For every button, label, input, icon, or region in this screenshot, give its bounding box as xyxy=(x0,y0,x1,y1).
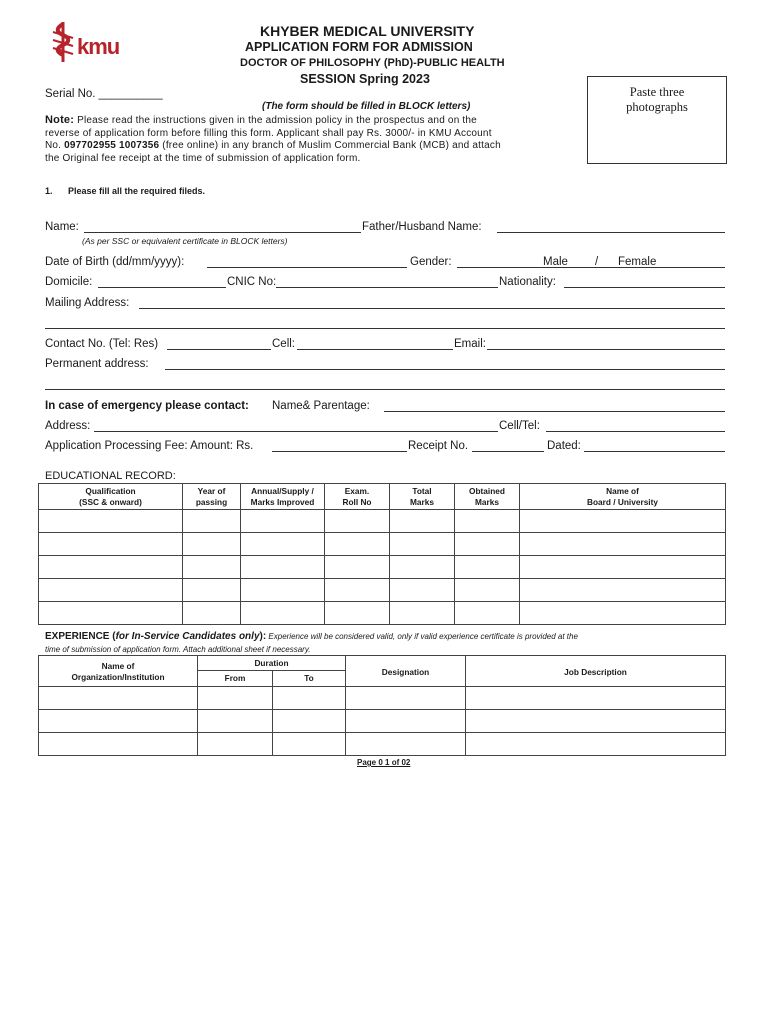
permanent-address-input-line[interactable] xyxy=(165,369,725,370)
dated-label: Dated: xyxy=(547,440,581,452)
col-designation: Designation xyxy=(346,656,466,687)
account-number: 097702955 1007356 xyxy=(64,140,160,151)
gender-separator: / xyxy=(595,256,599,268)
form-title: APPLICATION FORM FOR ADMISSION xyxy=(245,40,473,54)
kmu-logo-icon xyxy=(50,22,76,62)
domicile-label: Domicile: xyxy=(45,276,93,288)
note-line-3-post: (free online) in any branch of Muslim Commercial Bank (MCB) and attach xyxy=(159,140,501,151)
table-row[interactable] xyxy=(39,533,726,556)
dob-label: Date of Birth (dd/mm/yyyy): xyxy=(45,256,185,268)
dob-input-line[interactable] xyxy=(207,267,407,268)
name-parentage-input-line[interactable] xyxy=(384,411,725,412)
col-from: From xyxy=(198,671,273,687)
table-row[interactable] xyxy=(39,556,726,579)
note-paragraph xyxy=(45,114,555,165)
educational-record-title: EDUCATIONAL RECORD: xyxy=(45,470,176,482)
father-name-input-line[interactable] xyxy=(497,232,725,233)
emergency-contact-label: In case of emergency please contact: xyxy=(45,400,249,412)
note-line-2: reverse of application form before filling this form. Applicant shall pay Rs. 3000/- in KMU Account xyxy=(45,127,492,139)
section-1-number: 1. xyxy=(45,186,53,196)
col-roll-no: Exam. Roll No xyxy=(325,484,390,510)
email-label: Email: xyxy=(454,338,486,350)
serial-number-field[interactable]: Serial No. __________ xyxy=(45,88,163,100)
section-1-text: Please fill all the required fileds. xyxy=(68,186,206,196)
nationality-label: Nationality: xyxy=(499,276,556,288)
note-line-1: Please read the instructions given in the admission policy in the prospectus and on the xyxy=(74,115,477,126)
emergency-address-input-line[interactable] xyxy=(94,431,498,432)
cell-label: Cell: xyxy=(272,338,296,350)
gender-option-female[interactable]: Female xyxy=(618,256,657,268)
fee-amount-input-line[interactable] xyxy=(272,451,407,452)
col-qualification: Qualification (SSC & onward) xyxy=(39,484,183,510)
program-title: DOCTOR OF PHILOSOPHY (PhD)-PUBLIC HEALTH xyxy=(240,57,505,69)
photo-box-line-1: Paste three xyxy=(629,85,685,99)
col-total-marks: Total Marks xyxy=(390,484,455,510)
col-job-description: Job Description xyxy=(466,656,726,687)
domicile-input-line[interactable] xyxy=(98,287,226,288)
gender-option-male[interactable]: Male xyxy=(543,256,568,268)
receipt-no-label: Receipt No. xyxy=(408,440,469,452)
nationality-input-line[interactable] xyxy=(564,287,725,288)
emergency-address-label: Address: xyxy=(45,420,91,432)
col-duration: Duration xyxy=(198,656,346,671)
father-name-label: Father/Husband Name: xyxy=(362,221,482,233)
cell-tel-label: Cell/Tel: xyxy=(499,420,540,432)
table-row[interactable] xyxy=(39,579,726,602)
cell-input-line[interactable] xyxy=(297,349,453,350)
experience-header-row xyxy=(39,656,726,671)
name-hint: (As per SSC or equivalent certificate in BLOCK letters) xyxy=(82,236,288,246)
table-row[interactable] xyxy=(39,733,726,756)
col-board: Name of Board / University xyxy=(520,484,726,510)
cell-tel-input-line[interactable] xyxy=(546,431,725,432)
cnic-label: CNIC No: xyxy=(227,276,277,288)
photo-paste-box[interactable] xyxy=(587,76,727,164)
col-obtained-marks: Obtained Marks xyxy=(455,484,520,510)
note-line-3-pre: No. xyxy=(45,140,65,151)
gender-input-line[interactable] xyxy=(457,267,725,268)
block-letters-note: (The form should be filled in BLOCK letters) xyxy=(262,101,471,112)
table-row[interactable] xyxy=(39,710,726,733)
mailing-address-label: Mailing Address: xyxy=(45,297,130,309)
permanent-address-label: Permanent address: xyxy=(45,358,149,370)
session-title: SESSION Spring 2023 xyxy=(300,72,430,86)
experience-title: EXPERIENCE (for In-Service Candidates only): Experience will be considered valid, only if valid experience certificate is provided at the xyxy=(45,631,578,642)
fee-amount-label: Application Processing Fee: Amount: Rs. xyxy=(45,440,254,452)
table-row[interactable] xyxy=(39,687,726,710)
educational-record-table xyxy=(38,483,726,625)
contact-res-input-line[interactable] xyxy=(167,349,271,350)
col-annual-supply: Annual/Supply / Marks Improved xyxy=(241,484,325,510)
note-line-4: the Original fee receipt at the time of submission of application form. xyxy=(45,152,361,164)
page-number: Page 0 1 of 02 xyxy=(357,758,411,767)
gender-label: Gender: xyxy=(410,256,452,268)
experience-table xyxy=(38,655,726,756)
email-input-line[interactable] xyxy=(487,349,725,350)
table-row[interactable] xyxy=(39,602,726,625)
name-label: Name: xyxy=(45,221,79,233)
experience-note: time of submission of application form. Attach additional sheet if necessary. xyxy=(45,645,311,654)
mailing-address-input-line[interactable] xyxy=(139,308,725,309)
mailing-address-input-line-2[interactable] xyxy=(45,328,725,329)
permanent-address-input-line-2[interactable] xyxy=(45,389,725,390)
col-organization: Name of Organization/Institution xyxy=(39,656,198,687)
table-row[interactable] xyxy=(39,510,726,533)
cnic-input-line[interactable] xyxy=(276,287,498,288)
university-title: KHYBER MEDICAL UNIVERSITY xyxy=(260,23,475,39)
receipt-no-input-line[interactable] xyxy=(472,451,544,452)
photo-box-line-2: photographs xyxy=(626,100,688,114)
education-header-row xyxy=(39,484,726,510)
note-label: Note: xyxy=(45,114,75,126)
dated-input-line[interactable] xyxy=(584,451,725,452)
kmu-logo-text: kmu xyxy=(77,34,120,59)
name-parentage-label: Name& Parentage: xyxy=(272,400,370,412)
col-to: To xyxy=(273,671,346,687)
name-input-line[interactable] xyxy=(84,232,361,233)
contact-res-label: Contact No. (Tel: Res) xyxy=(45,338,159,350)
col-year: Year of passing xyxy=(183,484,241,510)
